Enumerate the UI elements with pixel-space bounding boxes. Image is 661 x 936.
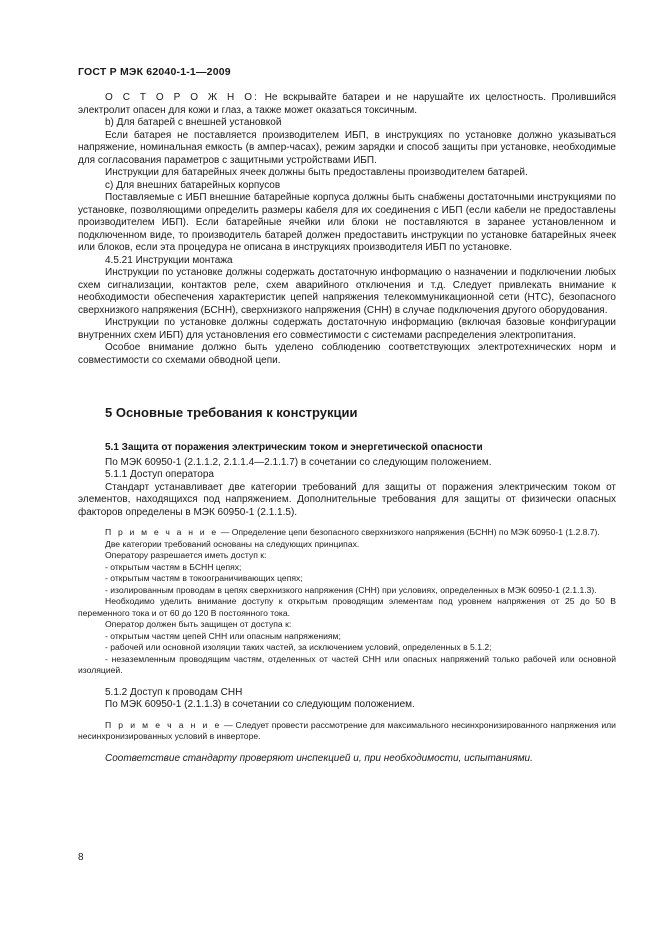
section-5-1-2-paragraph: По МЭК 60950-1 (2.1.1.3) в сочетании со следующим положением.	[105, 699, 415, 710]
note-block-2	[78, 720, 616, 743]
note-1-text: — Определение цепи безопасного сверхнизкого напряжения (БСНН) по МЭК 60950-1 (1.2.8.7).	[218, 527, 600, 537]
warning-label: О С Т О Р О Ж Н О:	[105, 92, 260, 103]
section-5-1-heading: 5.1 Защита от поражения электрическим током и энергетической опасности	[105, 442, 483, 453]
section-5-1-1-heading: 5.1.1 Доступ оператора	[105, 469, 214, 480]
section-5-1-1-paragraph: Стандарт устанавливает две категории требований для защиты от поражения электрическим током от элементов, находящихся под напряжением. Дополнительные требования для защиты от физически опасных факторов определены в МЭК 60950-1 (2.1.1.5).	[78, 481, 616, 518]
section-4-5-21-paragraph-1: Инструкции по установке должны содержать достаточную информацию о назначении и подключении любых схем сигнализации, контактов реле, схем аварийного отключения и т.д. Следует привлекать внимание к необходимости обеспечения характеристик цепей напряжения телекоммуникационной сети (НТС), безопасного сверхнизкого напряжения (БСНН), сверхнизкого напряжения (СНН) в случае подключения другого оборудования.	[78, 267, 616, 316]
note-line: Две категории требований основаны на следующих принципах.	[105, 538, 360, 549]
note-block-1	[78, 527, 616, 677]
item-c-paragraph: Поставляемые с ИБП внешние батарейные корпуса должны быть снабжены достаточными инструкциями по установке, позволяющими определить размеры кабеля для их соединения с ИБП (если кабели не предоставлены производителем ИБП). Если батарейные ячейки или блоки не поставляются в заранее установленном и подключенном виде, то производитель батарей должен предоставить инструкции по установке батарейных ячеек или блоков, если эта процедура не описана в инструкциях производителя ИБП по установке.	[78, 192, 616, 253]
note-2	[78, 720, 616, 743]
warning-text: Не вскрывайте батареи и не нарушайте их целостность. Пролившийся электролит опасен для кожи и глаз, а также может оказаться токсичным.	[78, 92, 616, 116]
running-header: ГОСТ Р МЭК 62040-1-1—2009	[78, 66, 231, 78]
conformity-statement: Соответствие стандарту проверяют инспекцией и, при необходимости, испытаниями.	[105, 752, 533, 764]
note-1	[78, 527, 616, 539]
note-line: Необходимо уделить внимание доступу к открытым проводящим элементам под уровнем напряжения от 25 до 50 В переменного тока и от 60 до 120 В постоянного тока.	[78, 596, 616, 618]
note-line: - открытым частям в токоограничивающих цепях;	[105, 573, 303, 583]
item-b-paragraph-2: Инструкции для батарейных ячеек должны быть предоставлены производителем батарей.	[105, 167, 528, 178]
note-line: - незаземленным проводящим частям, отделенных от частей СНН или опасных напряжений только рабочей или основной изоляцией.	[78, 653, 616, 675]
note-line: Оператор должен быть защищен от доступа к:	[105, 619, 292, 629]
warning-paragraph	[78, 92, 616, 117]
note-2-text: — Следует провести рассмотрение для максимального несинхронизированного напряжения или несинхронизированных условий в инверторе.	[78, 719, 616, 741]
section-5-1-2-heading: 5.1.2 Доступ к проводам СНН	[105, 686, 243, 698]
note-line: - открытым частям в БСНН цепях;	[105, 561, 242, 572]
item-c-heading: с) Для внешних батарейных корпусов	[105, 179, 281, 191]
section-5-1-paragraph: По МЭК 60950-1 (2.1.1.2, 2.1.1.4—2.1.1.7) в сочетании со следующим положением.	[105, 456, 492, 468]
note-line: - изолированным проводам в цепях сверхнизкого напряжения (СНН) при условиях, определенных в МЭК 60950-1 (2.1.1.3).	[105, 584, 597, 595]
note-line: - рабочей или основной изоляции таких частей, за исключением условий, определенных в 5.1.2;	[105, 642, 492, 652]
note-line: - открытым частям цепей СНН или опасным напряжениям;	[105, 630, 341, 641]
section-4-5-21-paragraph-3: Особое внимание должно быть уделено соблюдению соответствующих электротехнических норм и совместимости со схемами обводной цепи.	[78, 342, 616, 366]
item-b-paragraph-1: Если батарея не поставляется производителем ИБП, в инструкциях по установке должно указываться напряжение, номинальная емкость (в ампер-часах), режим зарядки и способ защиты при установке, необходимые для согласования параметров с защитными устройствами ИБП.	[78, 129, 616, 166]
section-5-heading: 5 Основные требования к конструкции	[105, 405, 358, 420]
page-body	[78, 92, 616, 765]
item-b-heading: b) Для батарей с внешней установкой	[105, 117, 282, 128]
page-number: 8	[78, 852, 84, 863]
section-4-5-21-heading: 4.5.21 Инструкции монтажа	[105, 254, 233, 266]
section-4-5-21-paragraph-2: Инструкции по установке должны содержать достаточную информацию (включая базовые конфигурации внутренних схем ИБП) для установления его совместимости с системами распределения электропитания.	[78, 317, 616, 341]
note-line: Оператору разрешается иметь доступ к:	[105, 550, 267, 560]
note-2-label: П р и м е ч а н и е	[105, 719, 222, 730]
note-1-label: П р и м е ч а н и е	[105, 527, 219, 537]
